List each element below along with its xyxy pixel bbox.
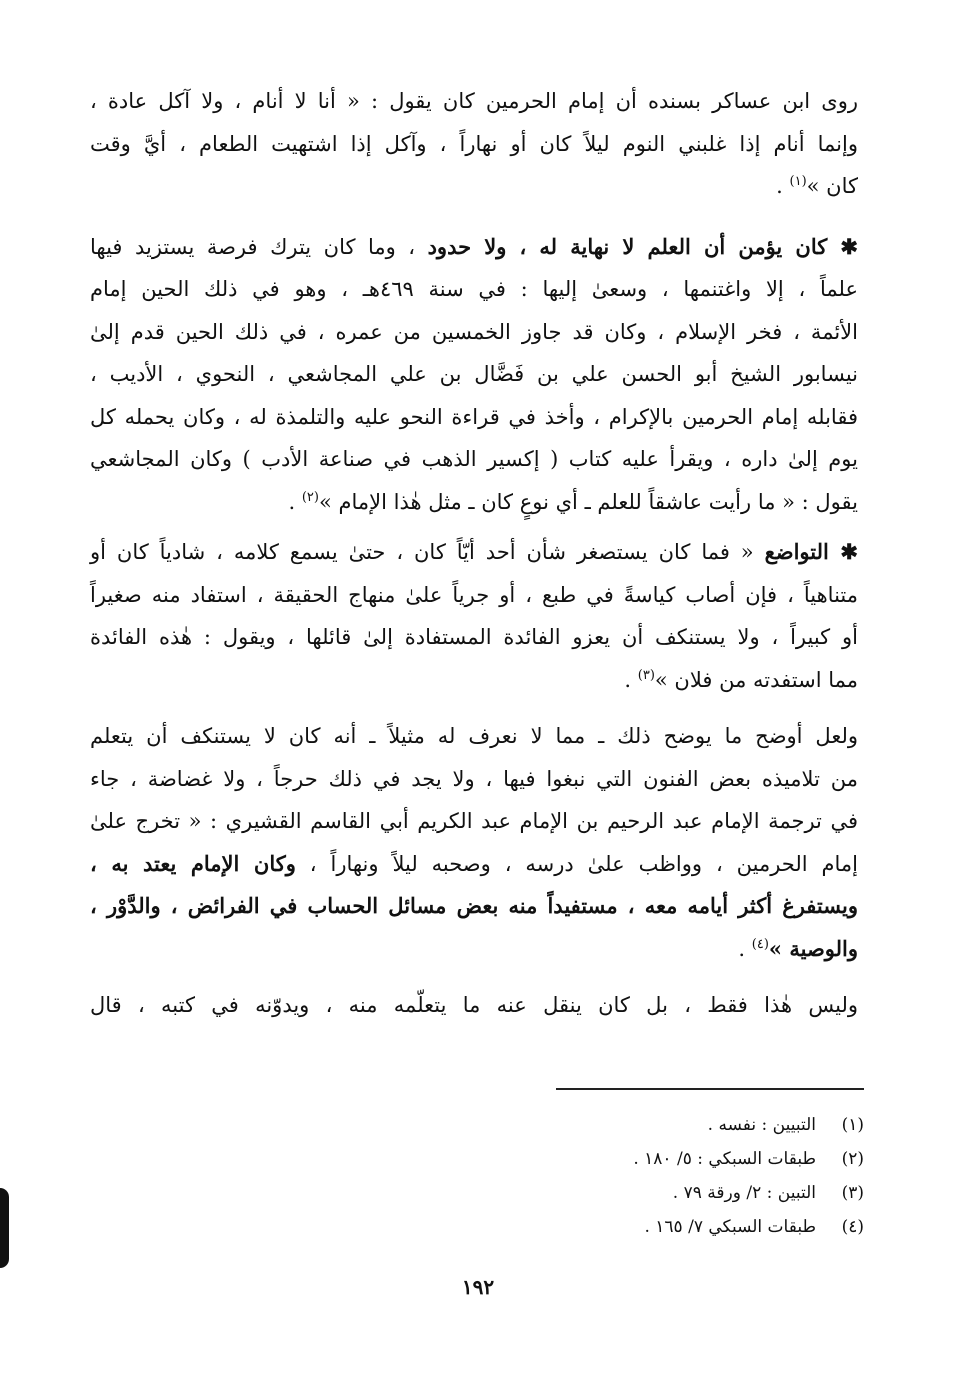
text-run: . bbox=[288, 489, 302, 514]
paragraph-1 bbox=[90, 80, 858, 208]
text-line: من تلاميذه بعض الفنون التي نبغوا فيها ، ولا يجد في ذلك حرجاً ، ولا غضاضة ، جاء bbox=[90, 766, 858, 791]
main-text bbox=[90, 80, 858, 1027]
text-line bbox=[90, 481, 858, 524]
text-line: وإنما أنام إذا غلبني النوم ليلاً كان أو نهاراً ، وآكل إذا اشتهيت الطعام ، أيَّ وقت bbox=[90, 131, 858, 156]
footnote bbox=[464, 1210, 864, 1244]
text-line bbox=[90, 843, 858, 886]
text-line: نيسابور الشيخ أبو الحسن علي بن فَضَّال بن علي المجاشعي ، النحوي ، الأديب ، bbox=[90, 362, 858, 386]
footnotes bbox=[464, 1108, 864, 1244]
footnote-ref: (٢) bbox=[301, 489, 319, 505]
footnote-text: التبين : ٢/ ورقة ٧٩ . bbox=[672, 1183, 816, 1203]
page-number: ١٩٢ bbox=[461, 1275, 495, 1299]
text-line: يوم إلىٰ داره ، ويقرأ عليه كتاب ( إكسير الذهب في صناعة الأدب ) وكان المجاشعي bbox=[90, 447, 858, 471]
footnote-ref: (١) bbox=[789, 174, 807, 189]
bold-run: وكان الإمام يعتد به ، bbox=[90, 850, 296, 876]
text-run: . bbox=[738, 936, 752, 961]
text-line: متناهياً ، فإن أصاب كياسةً في طبع ، أو جرياً علىٰ منهاج الحقيقة ، استفاد منه صغيراً bbox=[90, 582, 858, 607]
text-run: . bbox=[624, 667, 638, 692]
footnote bbox=[464, 1108, 864, 1142]
text-line bbox=[90, 165, 858, 208]
text-run: يقول : « ما رأيت عاشقاً للعلم ـ أي نوعٍ كان ـ مثل هٰذا الإمام » bbox=[318, 489, 858, 514]
text-line: فقابله إمام الحرمين بالإكرام ، وأخذ في قراءة النحو عليه والتلمذة له ، وكان يحمله كل bbox=[90, 404, 858, 429]
footnote bbox=[464, 1176, 864, 1210]
paragraph-2 bbox=[90, 226, 858, 524]
bold-run: والوصية » bbox=[768, 935, 858, 961]
text-run: « فما كان يستصغر شأن أحد أيّاً كان ، حتىٰ يسمع كلامه ، شادياً كان أو bbox=[90, 540, 754, 564]
scan-edge-mark bbox=[0, 1188, 9, 1268]
paragraph-5 bbox=[90, 984, 858, 1027]
text-run: كان » bbox=[806, 174, 858, 198]
text-line: أو كبيراً ، ولا يستنكف أن يعزو الفائدة المستفادة إلىٰ قائلها ، ويقول : هٰذه الفائدة bbox=[90, 625, 858, 649]
text-line: الأئمة ، فخر الإسلام ، وكان قد جاوز الخمسين من عمره ، في ذلك الحين قدم إلىٰ bbox=[90, 319, 858, 344]
text-line bbox=[90, 659, 858, 702]
footnote-number: (٣) bbox=[841, 1183, 864, 1203]
footnote bbox=[464, 1142, 864, 1176]
footnote-text: طبقات السبكي : ٥/ ١٨٠ . bbox=[633, 1149, 816, 1169]
text-line bbox=[90, 928, 858, 971]
footnote-text: التبيين : نفسه . bbox=[707, 1115, 816, 1135]
text-line bbox=[90, 531, 858, 574]
bold-heading: ✱ كان يؤمن أن العلم لا نهاية له ، ولا حدود bbox=[427, 233, 858, 259]
footnote-text: طبقات السبكي ٧/ ١٦٥ . bbox=[644, 1217, 816, 1237]
footnote-number: (١) bbox=[841, 1115, 864, 1135]
footnote-number: (٤) bbox=[841, 1217, 864, 1237]
text-run: إمام الحرمين ، وواظب علىٰ درسه ، وصحبه ليلاً ونهاراً ، bbox=[295, 851, 858, 876]
text-line: ولعل أوضح ما يوضح ذلك ـ مما لا نعرف له مثيلاً ـ أنه كان لا يستنكف أن يتعلم bbox=[90, 724, 858, 748]
paragraph-4 bbox=[90, 715, 858, 970]
text-run: مما استفدته من فلان » bbox=[654, 667, 858, 692]
text-line: وليس هٰذا فقط ، بل كان ينقل عنه ما يتعلّمه منه ، ويدوّنه في كتبه ، قال bbox=[90, 993, 858, 1017]
paragraph-3 bbox=[90, 531, 858, 701]
text-run: . bbox=[776, 174, 790, 198]
text-line: روى ابن عساكر بسنده أن إمام الحرمين كان يقول : « أنا لا أنام ، ولا آكل عادة ، bbox=[90, 89, 858, 113]
bold-heading: ✱ التواضع bbox=[764, 539, 859, 564]
text-line: في ترجمة الإمام عبد الرحيم بن الإمام عبد الكريم أبي القاسم القشيري : « تخرج علىٰ bbox=[90, 809, 858, 833]
text-run: ، وما كان يترك فرصة يستزيد فيها bbox=[90, 234, 416, 259]
footnote-number: (٢) bbox=[841, 1149, 864, 1169]
text-line: علماً ، إلا واغتنمها ، وسعىٰ إليها : في سنة ٤٦٩هـ ، وهو في ذلك الحين إمام bbox=[90, 277, 858, 301]
footnote-ref: (٣) bbox=[637, 667, 655, 683]
text-line: ويستفرغ أكثر أيامه معه ، مستفيداً منه بعض مسائل الحساب في الفرائض ، والدَّوْر ، bbox=[90, 893, 858, 918]
footnote-divider bbox=[556, 1088, 864, 1090]
footnote-ref: (٤) bbox=[751, 936, 769, 952]
text-line bbox=[90, 226, 858, 269]
